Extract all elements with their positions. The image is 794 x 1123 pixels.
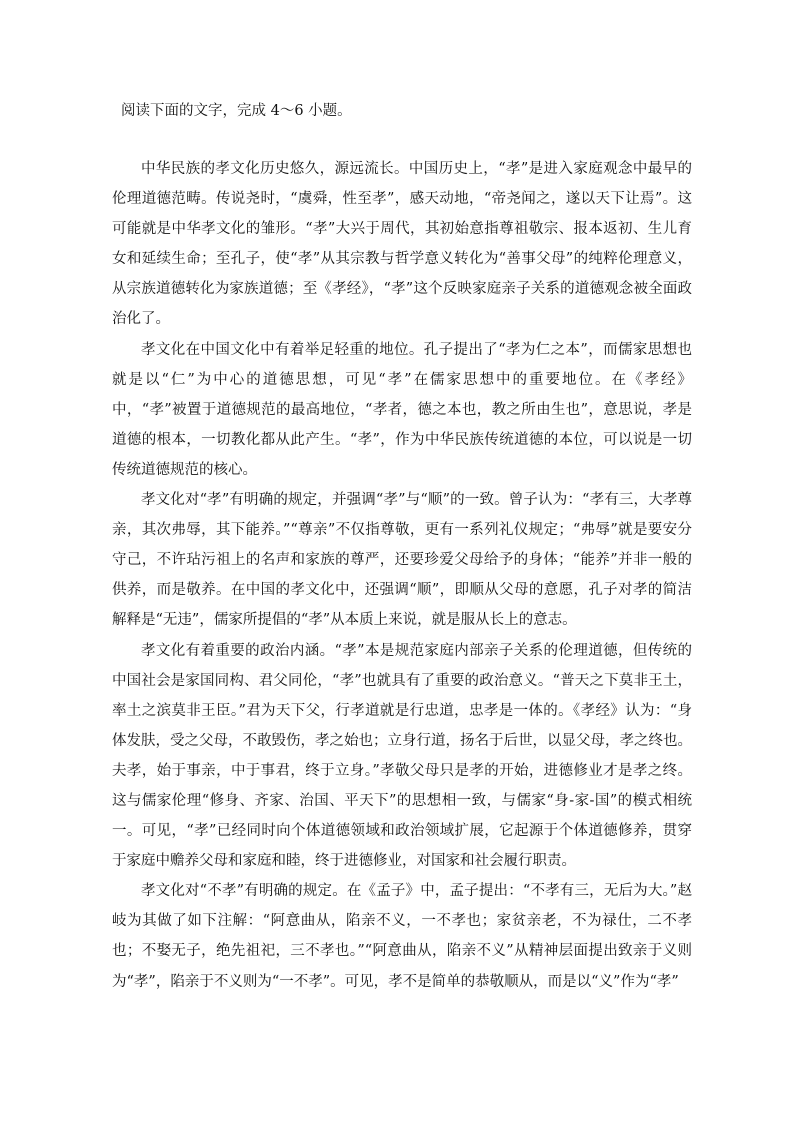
passage-paragraph-5: 孝文化对“不孝”有明确的规定。在《孟子》中，孟子提出：“不孝有三，无后为大。”赵岐为其做了如下注解：“阿意曲从，陷亲不义，一不孝也；家贫亲老，不为禄仕，二不孝也；不娶无子，绝先祖祀，三不孝也。”“阿意曲从，陷亲不义”从精神层面提出致亲于义则为“孝”，陷亲于不义则为“一不孝”。可见，孝不是简单的恭敬顺从，而是以“义”作为“孝” xyxy=(112,883,692,990)
passage-body xyxy=(112,154,692,997)
passage-paragraph-4: 孝文化有着重要的政治内涵。“孝”本是规范家庭内部亲子关系的伦理道德，但传统的中国社会是家国同构、君父同伦，“孝”也就具有了重要的政治意义。“普天之下莫非王土，率土之滨莫非王臣。”君为天下父，行孝道就是行忠道，忠孝是一体的。《孝经》认为：“身体发肤，受之父母，不敢毁伤，孝之始也；立身行道，扬名于后世，以显父母，孝之终也。夫孝，始于事亲，中于事君，终于立身。”孝敬父母只是孝的开始，进德修业才是孝之终。这与儒家伦理“修身、齐家、治国、平天下”的思想相一致，与儒家“身-家-国”的模式相统一。可见，“孝”已经同时向个体道德领域和政治领域扩展，它起源于个体道德修养，贯穿于家庭中赡养父母和家庭和睦，终于进德修业，对国家和社会履行职责。 xyxy=(112,642,692,870)
passage-paragraph-3: 孝文化对“孝”有明确的规定，并强调“孝”与“顺”的一致。曾子认为：“孝有三，大孝尊亲，其次弗辱，其下能养。”“尊亲”不仅指尊敬，更有一系列礼仪规定；“弗辱”就是要安分守己，不许玷污祖上的名声和家族的尊严，还要珍爱父母给予的身体；“能养”并非一般的供养，而是敬养。在中国的孝文化中，还强调“顺”，即顺从父母的意愿，孔子对孝的简洁解释是“无违”，儒家所提倡的“孝”从本质上来说，就是服从长上的意志。 xyxy=(112,492,692,629)
reading-instruction: 阅读下面的文字，完成 4～6 小题。 xyxy=(121,103,352,119)
passage-paragraph-1: 中华民族的孝文化历史悠久，源远流长。中国历史上，“孝”是进入家庭观念中最早的伦理道德范畴。传说尧时，“虞舜，性至孝”，感天动地，“帝尧闻之，遂以天下让焉”。这可能就是中华孝文化的雏形。“孝”大兴于周代，其初始意指尊祖敬宗、报本返初、生儿育女和延续生命；至孔子，使“孝”从其宗教与哲学意义转化为“善事父母”的纯粹伦理意义，从宗族道德转化为家族道德；至《孝经》，“孝”这个反映家庭亲子关系的道德观念被全面政治化了。 xyxy=(112,161,692,328)
passage-paragraph-2: 孝文化在中国文化中有着举足轻重的地位。孔子提出了“孝为仁之本”，而儒家思想也就是以“仁”为中心的道德思想，可见“孝”在儒家思想中的重要地位。在《孝经》中，“孝”被置于道德规范的最高地位，“孝者，德之本也，教之所由生也”，意思说，孝是道德的根本，一切教化都从此产生。“孝”，作为中华民族传统道德的本位，可以说是一切传统道德规范的核心。 xyxy=(112,341,692,478)
